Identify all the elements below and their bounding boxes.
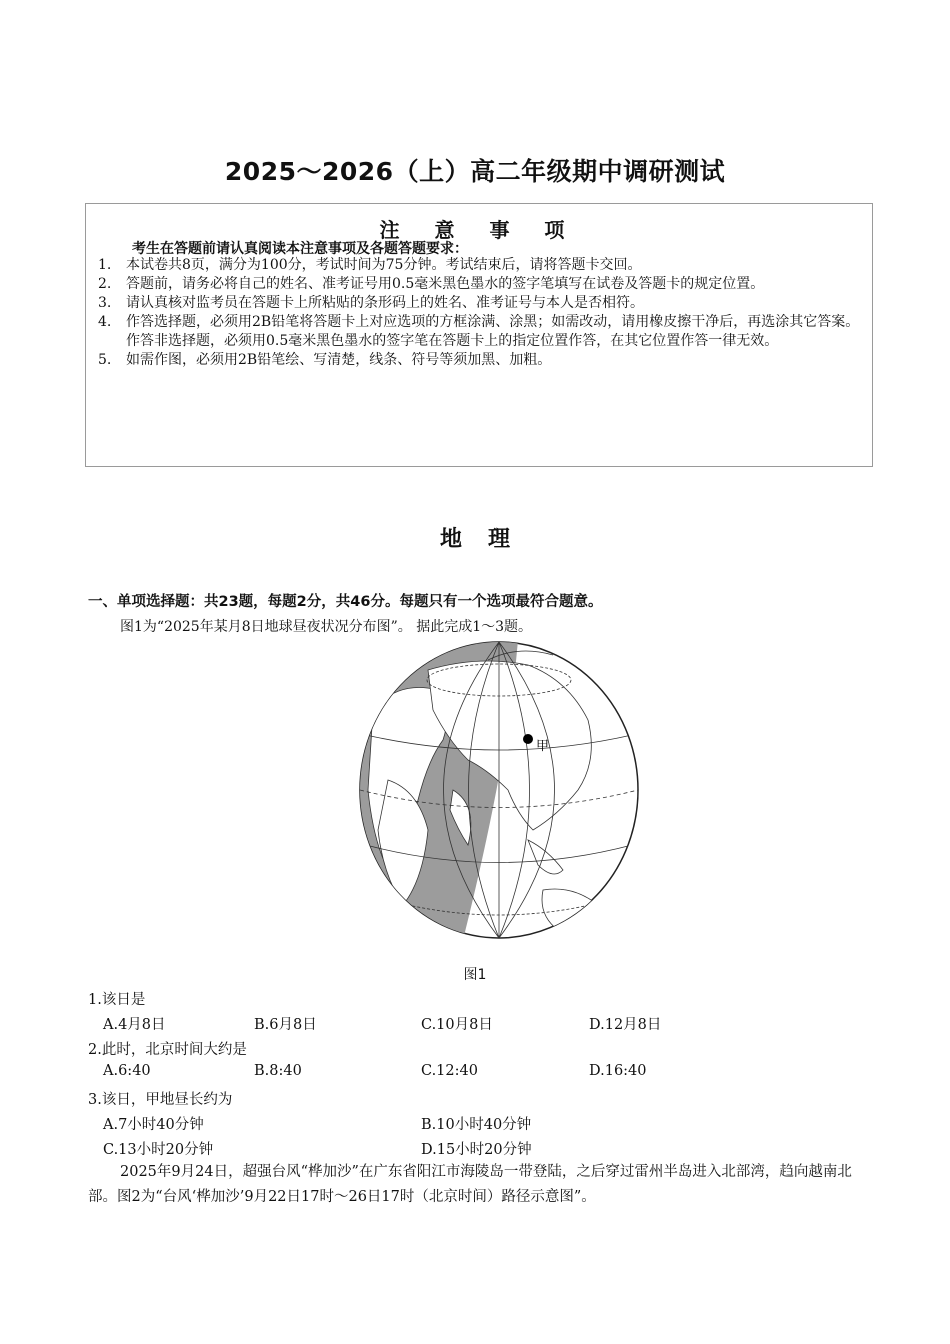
notice-item-number: 5.	[98, 352, 112, 368]
globe-illustration	[358, 640, 640, 940]
figure-1-globe	[358, 640, 640, 940]
figure-1-caption: 图1	[463, 967, 487, 983]
question-1-option-a: A.4月8日	[103, 1017, 166, 1033]
passage-typhoon: 2025年9月24日，超强台风“桦加沙”在广东省阳江市海陵岛一带登陆，之后穿过雷州半岛进入北部湾，趋向越南北部。图2为“台风‘桦加沙’9月22日17时～26日17时（北京时间）路径示意图”。	[88, 1164, 852, 1205]
question-2-option-a: A.6:40	[103, 1063, 151, 1079]
question-2-option-c: C.12:40	[421, 1063, 478, 1079]
notice-heading: 注 意 事 项	[379, 218, 579, 242]
question-3-option-a: A.7小时40分钟	[103, 1117, 204, 1133]
notice-item	[98, 294, 868, 313]
notice-item	[98, 351, 868, 370]
question-3-stem: 3.该日，甲地昼长约为	[88, 1092, 233, 1108]
question-2-option-d: D.16:40	[589, 1063, 647, 1079]
section-heading: 一、单项选择题：共23题，每题2分，共46分。每题只有一个选项最符合题意。	[88, 594, 603, 610]
question-2-option-b: B.8:40	[254, 1063, 302, 1079]
notice-item-text: 请认真核对监考员在答题卡上所粘贴的条形码上的姓名、准考证号与本人是否相符。	[126, 295, 644, 311]
question-3-option-d: D.15小时20分钟	[421, 1142, 532, 1158]
question-2-stem: 2.此时，北京时间大约是	[88, 1042, 247, 1058]
notice-item-number: 4.	[98, 314, 112, 330]
notice-list	[98, 256, 868, 370]
notice-item-text: 如需作图，必须用2B铅笔绘、写清楚，线条、符号等须加黑、加粗。	[126, 352, 552, 368]
notice-item-text: 作答选择题，必须用2B铅笔将答题卡上对应选项的方框涂满、涂黑；如需改动，请用橡皮擦干净后，再选涂其它答案。作答非选择题，必须用0.5毫米黑色墨水的签字笔在答题卡上的指定位置作答，在其它位置作答一律无效。	[126, 314, 860, 349]
notice-box	[85, 203, 873, 467]
point-jia-marker	[523, 734, 533, 744]
notice-item-text: 本试卷共8页，满分为100分，考试时间为75分钟。考试结束后，请将答题卡交回。	[126, 257, 642, 273]
section-intro: 图1为“2025年某月8日地球昼夜状况分布图”。 据此完成1～3题。	[120, 619, 533, 635]
notice-intro: 考生在答题前请认真阅读本注意事项及各题答题要求：	[132, 241, 468, 257]
notice-item-text: 答题前，请务必将自己的姓名、准考证号用0.5毫米黑色墨水的签字笔填写在试卷及答题卡的规定位置。	[126, 276, 765, 292]
question-3-option-c: C.13小时20分钟	[103, 1142, 214, 1158]
notice-item-number: 1.	[98, 257, 112, 273]
question-1-option-d: D.12月8日	[589, 1017, 662, 1033]
question-1-stem: 1.该日是	[88, 992, 146, 1008]
notice-item	[98, 256, 868, 275]
subject-title: 地理	[439, 527, 536, 552]
question-1-option-b: B.6月8日	[254, 1017, 317, 1033]
notice-item	[98, 313, 868, 351]
notice-item-number: 2.	[98, 276, 112, 292]
notice-item-number: 3.	[98, 295, 112, 311]
notice-item	[98, 275, 868, 294]
exam-title: 2025～2026（上）高二年级期中调研测试	[224, 157, 726, 186]
point-jia-label: 甲	[536, 739, 550, 754]
question-3-option-b: B.10小时40分钟	[421, 1117, 532, 1133]
question-1-option-c: C.10月8日	[421, 1017, 493, 1033]
